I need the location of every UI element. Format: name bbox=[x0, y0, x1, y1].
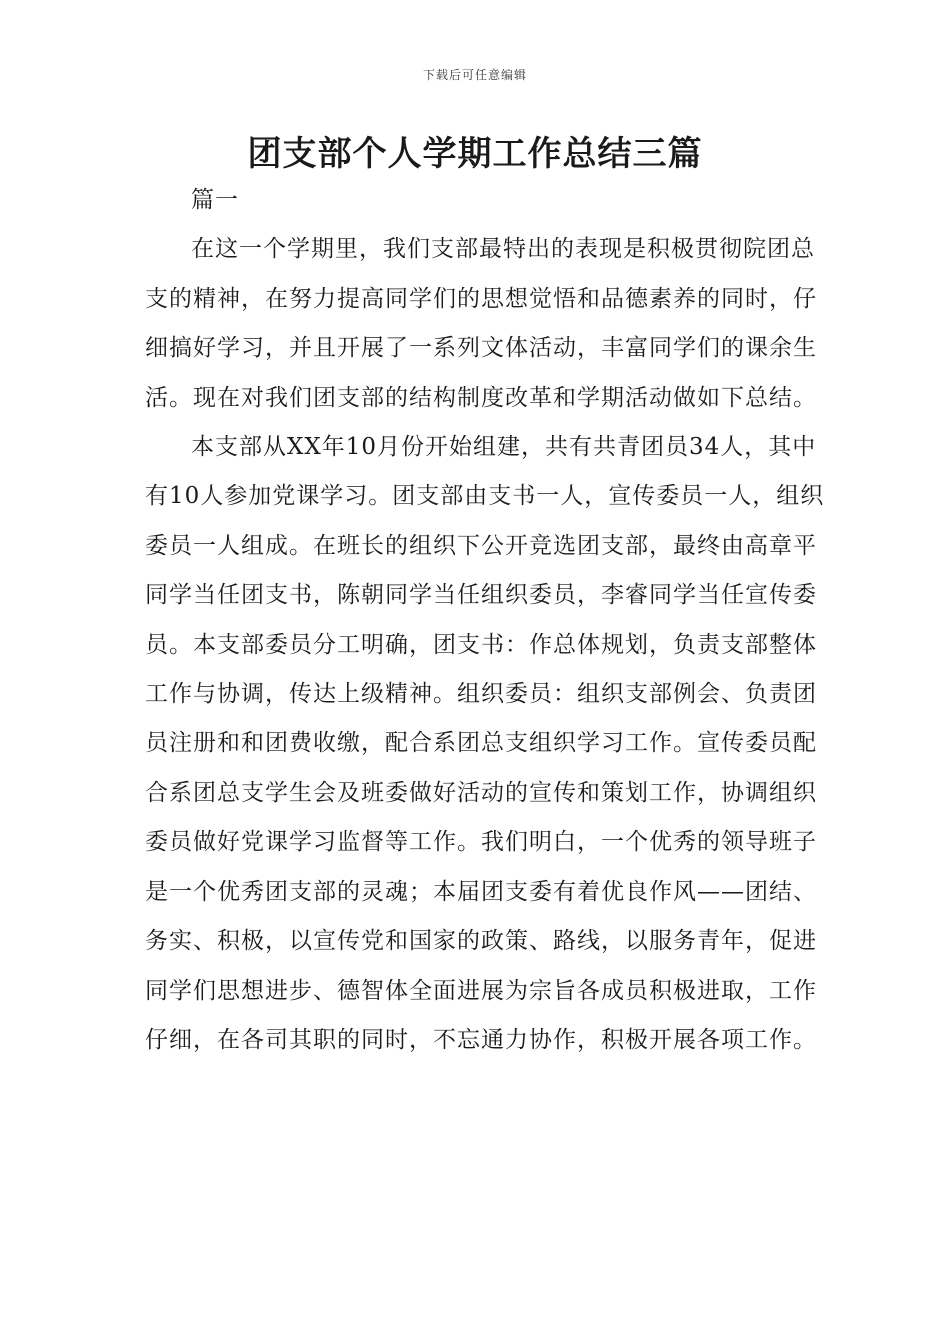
section-label: 篇一 bbox=[191, 187, 239, 213]
header-note: 下载后可任意编辑 bbox=[422, 68, 527, 82]
paragraph-1: 在这一个学期里，我们支部最特出的表现是积极贯彻院团总支的精神，在努力提高同学们的思想觉悟和品德素养的同时，仔细搞好学习，并且开展了一系列文体活动，丰富同学们的课余生活。现在对我们团支部的结构制度改革和学期活动做如下总结。 bbox=[145, 236, 817, 411]
document-title: 团支部个人学期工作总结三篇 bbox=[247, 134, 703, 174]
paragraph-2: 本支部从XX年10月份开始组建，共有共青团员34人，其中有10人参加党课学习。团支部由支书一人，宣传委员一人，组织委员一人组成。在班长的组织下公开竞选团支部，最终由高章平同学当任团支书，陈朝同学当任组织委员，李睿同学当任宣传委员。本支部委员分工明确，团支书：作总体规划，负责支部整体工作与协调，传达上级精神。组织委员：组织支部例会、负责团员注册和和团费收缴，配合系团总支组织学习工作。宣传委员配合系团总支学生会及班委做好活动的宣传和策划工作，协调组织委员做好党课学习监督等工作。我们明白，一个优秀的领导班子是一个优秀团支部的灵魂；本届团支委有着优良作风——团结、务实、积极，以宣传党和国家的政策、路线，以服务青年，促进同学们思想进步、德智体全面进展为宗旨各成员积极进取，工作仔细，在各司其职的同时，不忘通力协作，积极开展各项工作。 bbox=[145, 434, 825, 1053]
document-body bbox=[145, 176, 835, 1065]
